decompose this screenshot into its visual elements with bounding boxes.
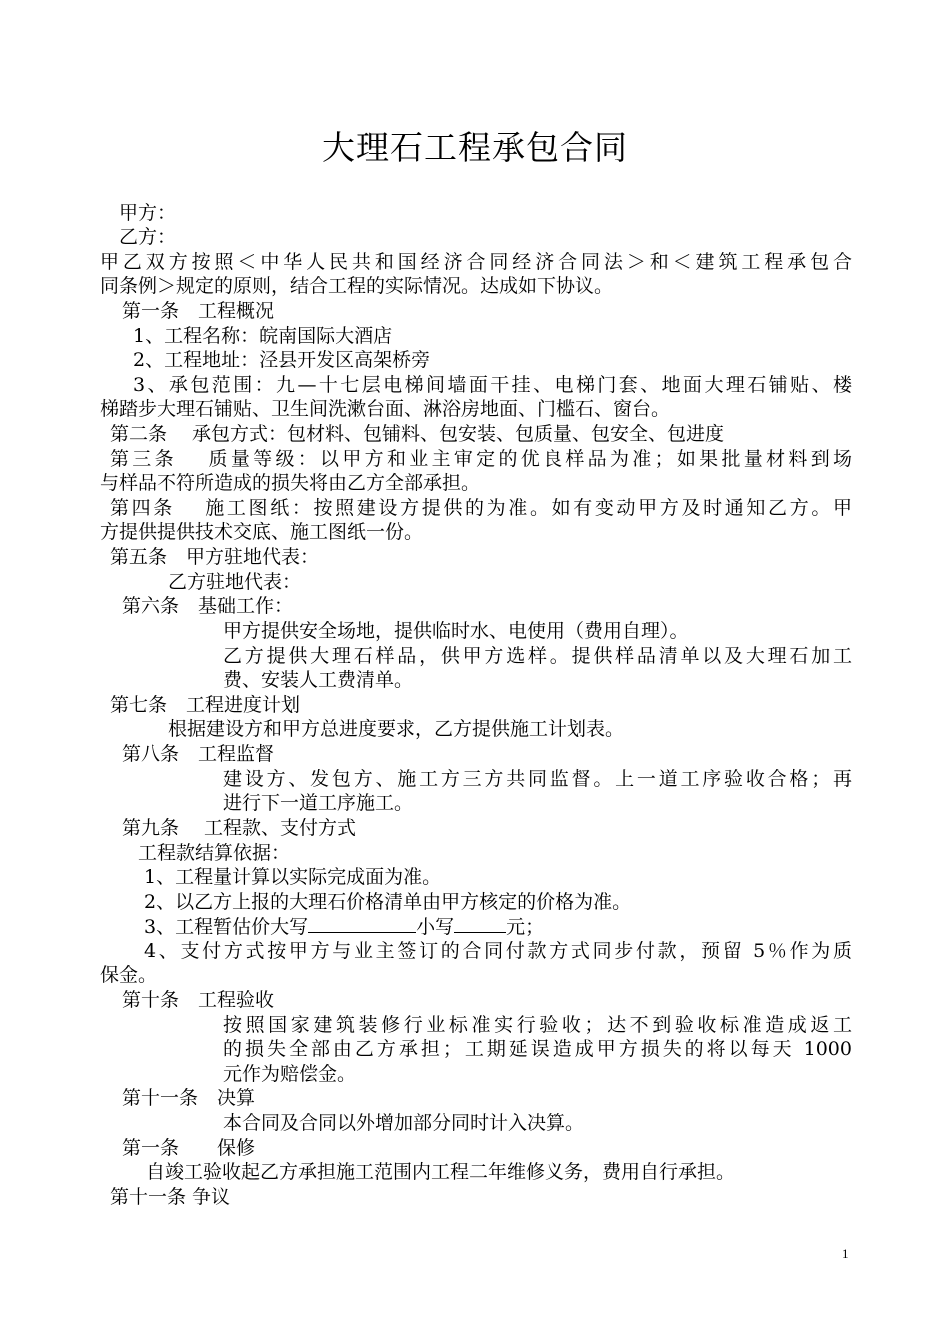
- article-2-line: 第二条 承包方式：包材料、包铺料、包安装、包质量、包安全、包进度: [110, 423, 725, 445]
- article-1-item-3-line-1: 3、承包范围：九—十七层电梯间墙面干挂、电梯门套、地面大理石铺贴、楼: [133, 374, 852, 396]
- article-10-line-3: 元作为赔偿金。: [223, 1063, 357, 1085]
- article-6-heading: 第六条 基础工作：: [122, 595, 294, 617]
- article-1-item-3-line-2: 梯踏步大理石铺贴、卫生间洗漱台面、淋浴房地面、门槛石、窗台。: [100, 398, 671, 420]
- article-9-basis: 工程款结算依据：: [138, 842, 291, 864]
- warranty-heading: 第一条 保修: [122, 1137, 256, 1159]
- article-6-line-3: 费、安装人工费清单。: [223, 669, 414, 691]
- article-4-line-1: 第四条 施工图纸：按照建设方提供的为准。如有变动甲方及时通知乙方。甲: [110, 497, 852, 519]
- article-8-line-2: 进行下一道工序施工。: [223, 792, 414, 814]
- amount-in-words-blank[interactable]: [308, 914, 416, 933]
- dispute-heading: 第十一条 争议: [110, 1186, 231, 1208]
- warranty-line-1: 自竣工验收起乙方承担施工范围内工程二年维修义务，费用自行承担。: [146, 1161, 736, 1183]
- article-3-line-2: 与样品不符所造成的损失将由乙方全部承担。: [100, 472, 481, 494]
- estimate-suffix: 元；: [506, 916, 545, 938]
- article-10-line-1: 按照国家建筑装修行业标准实行验收；达不到验收标准造成返工: [223, 1014, 852, 1036]
- estimate-mid: 小写: [416, 916, 455, 938]
- article-9-item-2: 2、以乙方上报的大理石价格清单由甲方核定的价格为准。: [144, 891, 632, 913]
- article-7-line-1: 根据建设方和甲方总进度要求，乙方提供施工计划表。: [168, 718, 625, 740]
- amount-in-figures-blank[interactable]: [454, 914, 506, 933]
- intro-line-1: 甲乙双方按照＜中华人民共和国经济合同经济合同法＞和＜建筑工程承包合: [100, 251, 852, 273]
- article-10-line-2: 的损失全部由乙方承担；工期延误造成甲方损失的将以每天 1000: [223, 1038, 852, 1060]
- article-8-line-1: 建设方、发包方、施工方三方共同监督。上一道工序验收合格；再: [223, 768, 852, 790]
- article-1-item-2: 2、工程地址：泾县开发区高架桥旁: [133, 349, 431, 371]
- article-10-heading: 第十条 工程验收: [122, 989, 275, 1011]
- estimate-prefix: 3、工程暂估价大写: [144, 916, 309, 938]
- article-1-heading: 第一条 工程概况: [122, 300, 275, 322]
- article-3-line-1: 第三条 质量等级：以甲方和业主审定的优良样品为准；如果批量材料到场: [110, 448, 852, 470]
- article-5-line-1: 第五条 甲方驻地代表：: [110, 546, 320, 568]
- article-8-heading: 第八条 工程监督: [122, 743, 275, 765]
- article-9-item-3: [144, 914, 544, 939]
- article-6-line-1: 甲方提供安全场地，提供临时水、电使用（费用自理）。: [223, 620, 689, 642]
- article-4-line-2: 方提供提供技术交底、施工图纸一份。: [100, 521, 424, 543]
- intro-line-2: 同条例＞规定的原则，结合工程的实际情况。达成如下协议。: [100, 275, 614, 297]
- article-9-item-1: 1、工程量计算以实际完成面为准。: [144, 866, 442, 888]
- article-1-item-1: 1、工程名称：皖南国际大酒店: [133, 325, 393, 347]
- party-b-line: 乙方：: [119, 226, 177, 248]
- article-9-item-4-line-2: 保金。: [100, 964, 158, 986]
- article-11-heading: 第十一条 决算: [122, 1087, 256, 1109]
- article-9-heading: 第九条 工程款、支付方式: [122, 817, 357, 839]
- article-5-line-2: 乙方驻地代表：: [168, 571, 302, 593]
- article-11-line-1: 本合同及合同以外增加部分同时计入决算。: [223, 1112, 585, 1134]
- party-a-line: 甲方：: [119, 202, 177, 224]
- page-number: 1: [842, 1246, 849, 1261]
- document-title: 大理石工程承包合同: [322, 128, 628, 167]
- article-6-line-2: 乙方提供大理石样品，供甲方选样。提供样品清单以及大理石加工: [223, 645, 852, 667]
- article-7-heading: 第七条 工程进度计划: [110, 694, 301, 716]
- article-9-item-4-line-1: 4、支付方式按甲方与业主签订的合同付款方式同步付款，预留 5％作为质: [144, 940, 852, 962]
